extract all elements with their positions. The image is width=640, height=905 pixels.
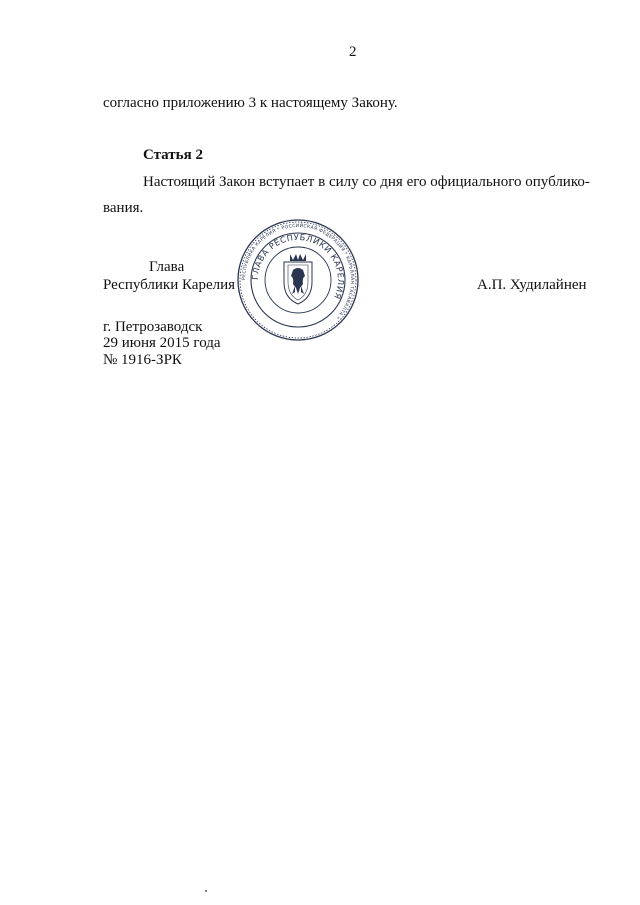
signatory-name: А.П. Худилайнен: [477, 277, 587, 293]
svg-text:ГЛАВА РЕСПУБЛИКИ КАРЕЛИЯ: ГЛАВА РЕСПУБЛИКИ КАРЕЛИЯ: [249, 231, 347, 301]
place: г. Петрозаводск: [103, 319, 203, 335]
article-text-line2: вания.: [103, 200, 144, 216]
article-heading: Статья 2: [143, 147, 203, 163]
signatory-title-line2: Республики Карелия: [103, 277, 236, 293]
date: 29 июня 2015 года: [103, 335, 221, 351]
page-number: 2: [349, 44, 357, 60]
article-text-line1: Настоящий Закон вступает в силу со дня его официального опублико-: [143, 174, 590, 190]
official-seal-icon: [236, 218, 360, 342]
signatory-title-line1: Глава: [149, 259, 185, 275]
svg-text:РЕСПУБЛИКА КАРЕЛИЯ * РОССИЙСКА: РЕСПУБЛИКА КАРЕЛИЯ * РОССИЙСКАЯ ФЕДЕРАЦИЯ * КАРЬЯЛАН ТАСАВАЛТА *: [241, 223, 355, 320]
scan-speck: [205, 890, 207, 892]
intro-line: согласно приложению 3 к настоящему Закону.: [103, 95, 398, 111]
law-number: № 1916-ЗРК: [103, 352, 182, 368]
